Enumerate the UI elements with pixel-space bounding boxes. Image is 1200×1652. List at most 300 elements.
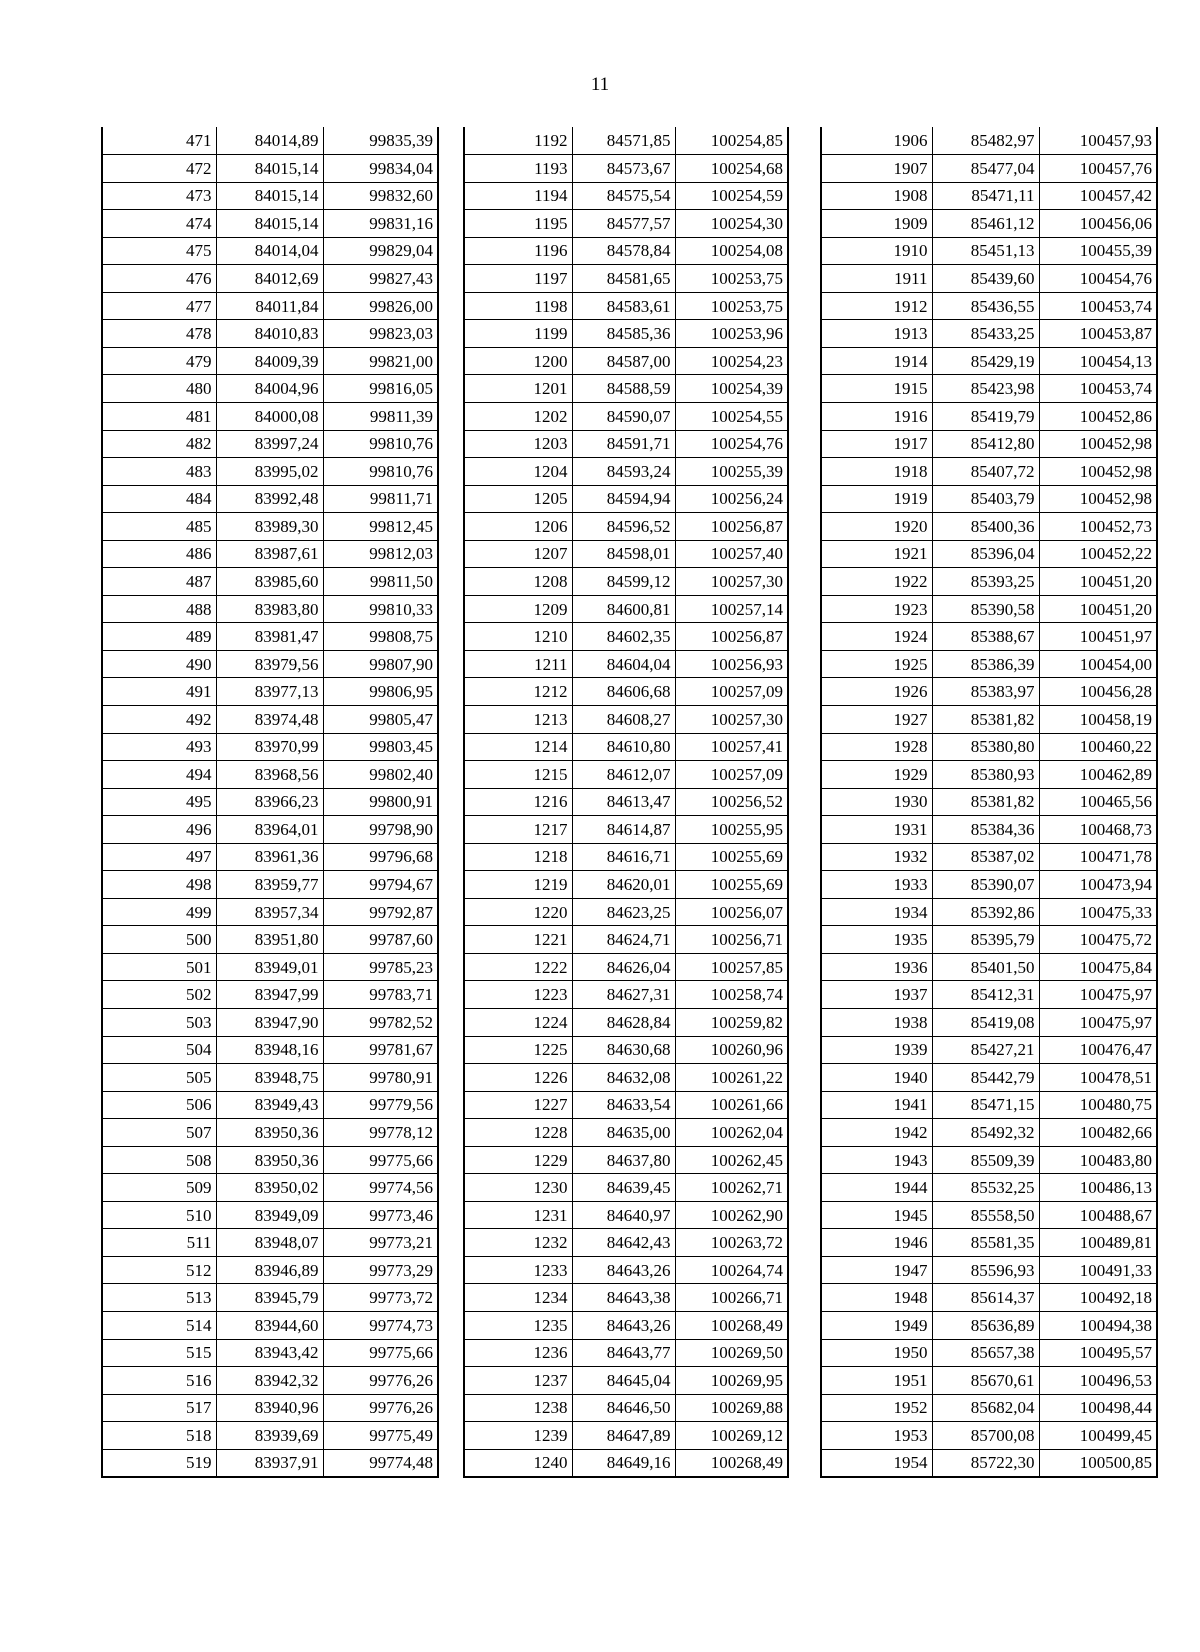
coord-y-cell: 100499,45 (1039, 1422, 1157, 1450)
coord-y-cell: 100471,78 (1039, 843, 1157, 871)
table-row (102, 320, 438, 348)
table-row (464, 1119, 788, 1147)
coord-x-cell: 85390,58 (932, 595, 1039, 623)
coord-x-cell: 84004,96 (216, 375, 323, 403)
coord-x-cell: 85407,72 (932, 458, 1039, 486)
coord-x-cell: 85387,02 (932, 843, 1039, 871)
table-row (464, 1229, 788, 1257)
coord-x-cell: 85433,25 (932, 320, 1039, 348)
point-number-cell: 1939 (821, 1036, 932, 1064)
coord-y-cell: 100460,22 (1039, 733, 1157, 761)
point-number-cell: 1224 (464, 1009, 572, 1037)
coord-x-cell: 84633,54 (572, 1091, 675, 1119)
coord-y-cell: 100268,49 (675, 1449, 788, 1477)
table-row (102, 816, 438, 844)
coord-x-cell: 85442,79 (932, 1064, 1039, 1092)
table-row (821, 485, 1157, 513)
point-number-cell: 1926 (821, 678, 932, 706)
coord-y-cell: 100478,51 (1039, 1064, 1157, 1092)
coord-y-cell: 100495,57 (1039, 1339, 1157, 1367)
coord-y-cell: 100255,69 (675, 871, 788, 899)
table-row (464, 1174, 788, 1202)
coord-x-cell: 83974,48 (216, 705, 323, 733)
coord-y-cell: 100257,09 (675, 678, 788, 706)
coord-y-cell: 100454,76 (1039, 265, 1157, 293)
point-number-cell: 1219 (464, 871, 572, 899)
point-number-cell: 1239 (464, 1422, 572, 1450)
point-number-cell: 1935 (821, 926, 932, 954)
coord-x-cell: 84606,68 (572, 678, 675, 706)
point-number-cell: 1928 (821, 733, 932, 761)
coord-x-cell: 84620,01 (572, 871, 675, 899)
table-row (102, 1422, 438, 1450)
coord-x-cell: 83959,77 (216, 871, 323, 899)
table-row (464, 513, 788, 541)
table-row (821, 237, 1157, 265)
table-row (464, 898, 788, 926)
table-row (464, 127, 788, 155)
coord-y-cell: 100255,95 (675, 816, 788, 844)
coord-y-cell: 99823,03 (323, 320, 438, 348)
coord-y-cell: 100491,33 (1039, 1256, 1157, 1284)
point-number-cell: 489 (102, 623, 216, 651)
point-number-cell: 491 (102, 678, 216, 706)
coord-y-cell: 99810,76 (323, 430, 438, 458)
coord-x-cell: 85390,07 (932, 871, 1039, 899)
coord-y-cell: 100451,20 (1039, 568, 1157, 596)
coord-x-cell: 84577,57 (572, 210, 675, 238)
coord-y-cell: 100269,88 (675, 1394, 788, 1422)
coord-x-cell: 83970,99 (216, 733, 323, 761)
coord-x-cell: 85492,32 (932, 1119, 1039, 1147)
coord-x-cell: 85383,97 (932, 678, 1039, 706)
coord-x-cell: 84573,67 (572, 155, 675, 183)
coord-y-cell: 100257,30 (675, 705, 788, 733)
table-row (821, 1146, 1157, 1174)
table-row (102, 1284, 438, 1312)
point-number-cell: 1240 (464, 1449, 572, 1477)
coord-y-cell: 100254,39 (675, 375, 788, 403)
coord-y-cell: 99775,66 (323, 1146, 438, 1174)
table-row (821, 650, 1157, 678)
coord-x-cell: 84637,80 (572, 1146, 675, 1174)
coord-x-cell: 83949,09 (216, 1201, 323, 1229)
coord-y-cell: 99798,90 (323, 816, 438, 844)
coord-y-cell: 100494,38 (1039, 1312, 1157, 1340)
point-number-cell: 1924 (821, 623, 932, 651)
table-row (821, 402, 1157, 430)
coord-y-cell: 99773,72 (323, 1284, 438, 1312)
coord-y-cell: 100452,98 (1039, 485, 1157, 513)
coord-x-cell: 85384,36 (932, 816, 1039, 844)
coord-y-cell: 99812,45 (323, 513, 438, 541)
coord-x-cell: 84015,14 (216, 182, 323, 210)
coord-y-cell: 99829,04 (323, 237, 438, 265)
coord-x-cell: 85386,39 (932, 650, 1039, 678)
table-row (821, 843, 1157, 871)
coord-y-cell: 100257,30 (675, 568, 788, 596)
coord-y-cell: 100269,50 (675, 1339, 788, 1367)
coord-x-cell: 83985,60 (216, 568, 323, 596)
coord-y-cell: 100260,96 (675, 1036, 788, 1064)
point-number-cell: 1195 (464, 210, 572, 238)
coord-x-cell: 84591,71 (572, 430, 675, 458)
table-row (821, 210, 1157, 238)
coord-y-cell: 99811,50 (323, 568, 438, 596)
coord-x-cell: 83951,80 (216, 926, 323, 954)
coord-y-cell: 100254,55 (675, 402, 788, 430)
point-number-cell: 1934 (821, 898, 932, 926)
coord-x-cell: 84612,07 (572, 761, 675, 789)
coord-x-cell: 85477,04 (932, 155, 1039, 183)
coord-x-cell: 83942,32 (216, 1367, 323, 1395)
point-number-cell: 517 (102, 1394, 216, 1422)
coordinates-table-2 (463, 127, 789, 1478)
coord-x-cell: 85401,50 (932, 953, 1039, 981)
point-number-cell: 507 (102, 1119, 216, 1147)
table-row (821, 1256, 1157, 1284)
point-number-cell: 496 (102, 816, 216, 844)
coord-x-cell: 84590,07 (572, 402, 675, 430)
table-row (102, 458, 438, 486)
table-row (821, 678, 1157, 706)
coord-y-cell: 100468,73 (1039, 816, 1157, 844)
coord-x-cell: 84581,65 (572, 265, 675, 293)
point-number-cell: 478 (102, 320, 216, 348)
table-row (102, 1009, 438, 1037)
table-row (464, 871, 788, 899)
coord-x-cell: 84009,39 (216, 347, 323, 375)
coord-x-cell: 83992,48 (216, 485, 323, 513)
table-row (102, 898, 438, 926)
coord-x-cell: 85700,08 (932, 1422, 1039, 1450)
coord-x-cell: 85400,36 (932, 513, 1039, 541)
table-row (102, 1201, 438, 1229)
coord-y-cell: 100452,86 (1039, 402, 1157, 430)
coord-x-cell: 83957,34 (216, 898, 323, 926)
table-row (102, 375, 438, 403)
point-number-cell: 1915 (821, 375, 932, 403)
coord-y-cell: 99827,43 (323, 265, 438, 293)
point-number-cell: 1929 (821, 761, 932, 789)
point-number-cell: 1951 (821, 1367, 932, 1395)
point-number-cell: 1930 (821, 788, 932, 816)
coord-x-cell: 84630,68 (572, 1036, 675, 1064)
coord-x-cell: 85423,98 (932, 375, 1039, 403)
coord-x-cell: 84616,71 (572, 843, 675, 871)
coord-x-cell: 84585,36 (572, 320, 675, 348)
table-row (821, 458, 1157, 486)
point-number-cell: 498 (102, 871, 216, 899)
point-number-cell: 1209 (464, 595, 572, 623)
coord-y-cell: 100458,19 (1039, 705, 1157, 733)
point-number-cell: 1210 (464, 623, 572, 651)
point-number-cell: 1953 (821, 1422, 932, 1450)
point-number-cell: 1205 (464, 485, 572, 513)
coord-y-cell: 100452,98 (1039, 458, 1157, 486)
coord-y-cell: 100266,71 (675, 1284, 788, 1312)
point-number-cell: 515 (102, 1339, 216, 1367)
point-number-cell: 1947 (821, 1256, 932, 1284)
point-number-cell: 488 (102, 595, 216, 623)
coord-x-cell: 83947,90 (216, 1009, 323, 1037)
coord-y-cell: 100262,04 (675, 1119, 788, 1147)
coord-x-cell: 85427,21 (932, 1036, 1039, 1064)
coordinates-table-3 (820, 127, 1158, 1478)
point-number-cell: 1234 (464, 1284, 572, 1312)
point-number-cell: 1214 (464, 733, 572, 761)
table-row (464, 320, 788, 348)
coord-x-cell: 85380,80 (932, 733, 1039, 761)
coord-x-cell: 85482,97 (932, 127, 1039, 155)
point-number-cell: 1211 (464, 650, 572, 678)
table-row (102, 568, 438, 596)
point-number-cell: 493 (102, 733, 216, 761)
coord-y-cell: 100457,42 (1039, 182, 1157, 210)
coord-x-cell: 84598,01 (572, 540, 675, 568)
coord-x-cell: 84000,08 (216, 402, 323, 430)
point-number-cell: 479 (102, 347, 216, 375)
coord-y-cell: 100453,74 (1039, 292, 1157, 320)
point-number-cell: 475 (102, 237, 216, 265)
coord-x-cell: 85393,25 (932, 568, 1039, 596)
coord-x-cell: 84610,80 (572, 733, 675, 761)
table-row (464, 430, 788, 458)
coord-x-cell: 85419,08 (932, 1009, 1039, 1037)
coord-y-cell: 99794,67 (323, 871, 438, 899)
coord-y-cell: 100261,22 (675, 1064, 788, 1092)
point-number-cell: 1950 (821, 1339, 932, 1367)
coord-x-cell: 83949,43 (216, 1091, 323, 1119)
coord-x-cell: 84587,00 (572, 347, 675, 375)
coord-y-cell: 100473,94 (1039, 871, 1157, 899)
point-number-cell: 1927 (821, 705, 932, 733)
coord-x-cell: 83979,56 (216, 650, 323, 678)
point-number-cell: 1212 (464, 678, 572, 706)
coord-y-cell: 100454,00 (1039, 650, 1157, 678)
point-number-cell: 503 (102, 1009, 216, 1037)
coord-y-cell: 100488,67 (1039, 1201, 1157, 1229)
point-number-cell: 1218 (464, 843, 572, 871)
coord-y-cell: 99775,49 (323, 1422, 438, 1450)
coord-y-cell: 100256,71 (675, 926, 788, 954)
point-number-cell: 1220 (464, 898, 572, 926)
coord-x-cell: 83948,16 (216, 1036, 323, 1064)
coord-x-cell: 84012,69 (216, 265, 323, 293)
coord-y-cell: 99785,23 (323, 953, 438, 981)
coord-x-cell: 84600,81 (572, 595, 675, 623)
coord-y-cell: 99835,39 (323, 127, 438, 155)
coord-x-cell: 85614,37 (932, 1284, 1039, 1312)
coord-x-cell: 84613,47 (572, 788, 675, 816)
coord-y-cell: 100475,97 (1039, 1009, 1157, 1037)
coord-x-cell: 83989,30 (216, 513, 323, 541)
table-row (102, 237, 438, 265)
point-number-cell: 473 (102, 182, 216, 210)
coord-x-cell: 84596,52 (572, 513, 675, 541)
coord-x-cell: 85722,30 (932, 1449, 1039, 1477)
table-row (821, 1036, 1157, 1064)
coord-x-cell: 85412,80 (932, 430, 1039, 458)
coord-x-cell: 83987,61 (216, 540, 323, 568)
point-number-cell: 1906 (821, 127, 932, 155)
table-row (821, 898, 1157, 926)
point-number-cell: 1236 (464, 1339, 572, 1367)
coord-x-cell: 85461,12 (932, 210, 1039, 238)
coord-x-cell: 83944,60 (216, 1312, 323, 1340)
point-number-cell: 1217 (464, 816, 572, 844)
table-row (464, 595, 788, 623)
table-row (464, 1394, 788, 1422)
table-row (464, 1201, 788, 1229)
point-number-cell: 506 (102, 1091, 216, 1119)
coord-x-cell: 85596,93 (932, 1256, 1039, 1284)
coord-x-cell: 84011,84 (216, 292, 323, 320)
table-row (464, 540, 788, 568)
table-row (464, 1312, 788, 1340)
table-row (821, 1229, 1157, 1257)
point-number-cell: 480 (102, 375, 216, 403)
table-row (102, 733, 438, 761)
table-row (821, 1422, 1157, 1450)
coord-x-cell: 84640,97 (572, 1201, 675, 1229)
point-number-cell: 484 (102, 485, 216, 513)
coord-y-cell: 100253,75 (675, 292, 788, 320)
page-number: 11 (590, 74, 610, 95)
table-row (821, 155, 1157, 183)
coord-x-cell: 83997,24 (216, 430, 323, 458)
table-row (464, 926, 788, 954)
table-row (102, 182, 438, 210)
point-number-cell: 1922 (821, 568, 932, 596)
coord-x-cell: 85403,79 (932, 485, 1039, 513)
coord-y-cell: 100254,23 (675, 347, 788, 375)
coord-y-cell: 100258,74 (675, 981, 788, 1009)
table-row (821, 1367, 1157, 1395)
coord-y-cell: 99807,90 (323, 650, 438, 678)
coord-y-cell: 100451,20 (1039, 595, 1157, 623)
table-row (821, 320, 1157, 348)
point-number-cell: 1937 (821, 981, 932, 1009)
coord-x-cell: 83950,36 (216, 1146, 323, 1174)
table-row (464, 733, 788, 761)
table-row (464, 1064, 788, 1092)
coord-x-cell: 85419,79 (932, 402, 1039, 430)
table-row (102, 1339, 438, 1367)
point-number-cell: 1202 (464, 402, 572, 430)
table-row (102, 926, 438, 954)
coord-y-cell: 99816,05 (323, 375, 438, 403)
coord-y-cell: 100269,95 (675, 1367, 788, 1395)
coord-x-cell: 84624,71 (572, 926, 675, 954)
point-number-cell: 1911 (821, 265, 932, 293)
point-number-cell: 1216 (464, 788, 572, 816)
point-number-cell: 502 (102, 981, 216, 1009)
table-row (464, 568, 788, 596)
table-row (102, 843, 438, 871)
table-row (102, 1312, 438, 1340)
point-number-cell: 518 (102, 1422, 216, 1450)
coord-y-cell: 100475,72 (1039, 926, 1157, 954)
point-number-cell: 1944 (821, 1174, 932, 1202)
table-row (821, 127, 1157, 155)
table-row (102, 1091, 438, 1119)
table-row (464, 1339, 788, 1367)
coord-y-cell: 99773,46 (323, 1201, 438, 1229)
coord-y-cell: 100482,66 (1039, 1119, 1157, 1147)
coord-y-cell: 99803,45 (323, 733, 438, 761)
table-row (821, 1284, 1157, 1312)
point-number-cell: 1945 (821, 1201, 932, 1229)
point-number-cell: 1940 (821, 1064, 932, 1092)
point-number-cell: 1916 (821, 402, 932, 430)
point-number-cell: 1942 (821, 1119, 932, 1147)
coord-y-cell: 100480,75 (1039, 1091, 1157, 1119)
point-number-cell: 1237 (464, 1367, 572, 1395)
coord-y-cell: 100256,87 (675, 623, 788, 651)
point-number-cell: 1222 (464, 953, 572, 981)
coord-x-cell: 84608,27 (572, 705, 675, 733)
point-number-cell: 1925 (821, 650, 932, 678)
table-row (821, 871, 1157, 899)
point-number-cell: 501 (102, 953, 216, 981)
table-row (102, 1119, 438, 1147)
coord-x-cell: 84649,16 (572, 1449, 675, 1477)
coord-x-cell: 85392,86 (932, 898, 1039, 926)
point-number-cell: 482 (102, 430, 216, 458)
coord-x-cell: 85412,31 (932, 981, 1039, 1009)
coord-x-cell: 84578,84 (572, 237, 675, 265)
table-row (821, 1201, 1157, 1229)
coord-y-cell: 100262,71 (675, 1174, 788, 1202)
coord-y-cell: 100263,72 (675, 1229, 788, 1257)
coord-x-cell: 85388,67 (932, 623, 1039, 651)
coord-x-cell: 83981,47 (216, 623, 323, 651)
point-number-cell: 512 (102, 1256, 216, 1284)
table-row (464, 1256, 788, 1284)
coord-x-cell: 84014,89 (216, 127, 323, 155)
coord-y-cell: 99806,95 (323, 678, 438, 706)
table-row (464, 953, 788, 981)
coord-y-cell: 100496,53 (1039, 1367, 1157, 1395)
table-row (102, 650, 438, 678)
table-row (464, 210, 788, 238)
coord-x-cell: 84010,83 (216, 320, 323, 348)
table-row (102, 210, 438, 238)
point-number-cell: 1907 (821, 155, 932, 183)
point-number-cell: 1225 (464, 1036, 572, 1064)
table-row (821, 1339, 1157, 1367)
coord-x-cell: 84623,25 (572, 898, 675, 926)
point-number-cell: 504 (102, 1036, 216, 1064)
point-number-cell: 1196 (464, 237, 572, 265)
coord-y-cell: 100256,52 (675, 788, 788, 816)
coord-y-cell: 100256,93 (675, 650, 788, 678)
point-number-cell: 1932 (821, 843, 932, 871)
table-row (821, 733, 1157, 761)
coord-y-cell: 99834,04 (323, 155, 438, 183)
coord-x-cell: 83948,07 (216, 1229, 323, 1257)
coord-y-cell: 99774,73 (323, 1312, 438, 1340)
point-number-cell: 1194 (464, 182, 572, 210)
coord-y-cell: 100456,28 (1039, 678, 1157, 706)
coord-x-cell: 84604,04 (572, 650, 675, 678)
point-number-cell: 1206 (464, 513, 572, 541)
point-number-cell: 1946 (821, 1229, 932, 1257)
coord-x-cell: 84626,04 (572, 953, 675, 981)
coord-y-cell: 99812,03 (323, 540, 438, 568)
point-number-cell: 1941 (821, 1091, 932, 1119)
